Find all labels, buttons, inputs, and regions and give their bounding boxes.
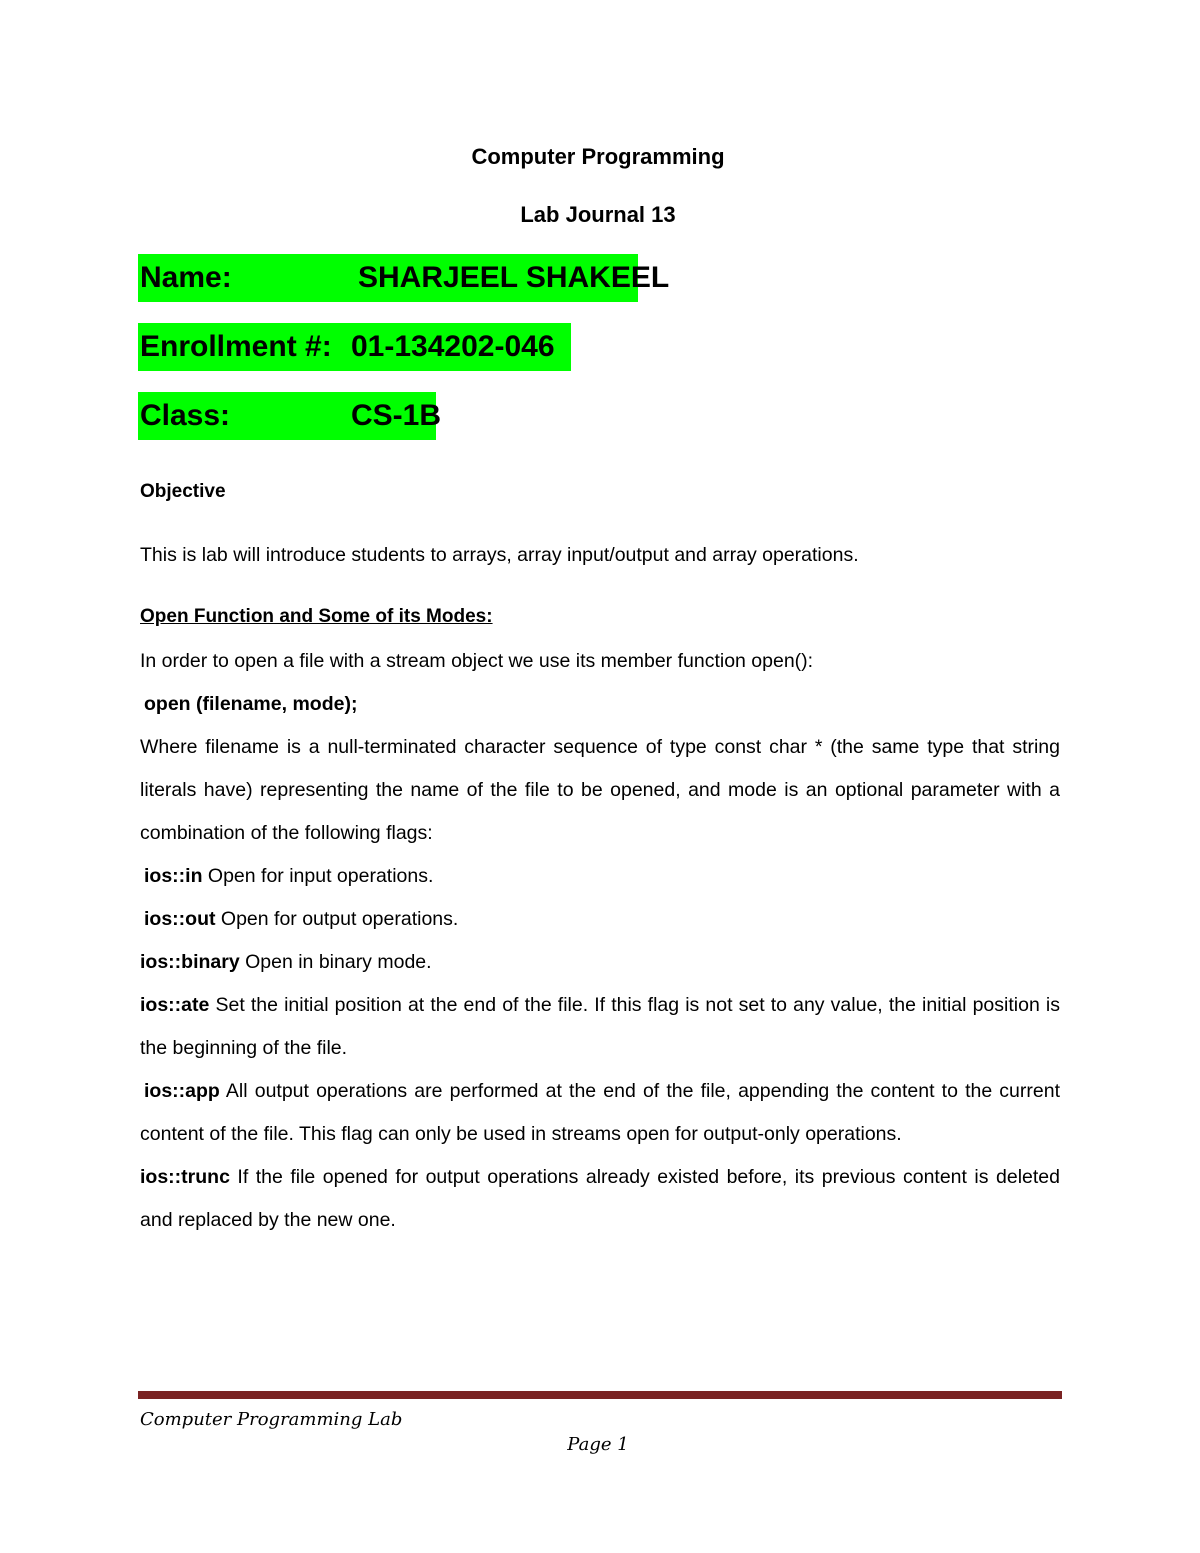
flag-item <box>140 984 1060 1070</box>
enrollment-label: Enrollment #: <box>140 330 332 363</box>
footer-rule <box>138 1391 1062 1399</box>
flag-name: ios::in <box>144 865 203 887</box>
enrollment-row <box>138 323 571 371</box>
flag-desc: Open for output operations. <box>220 908 459 930</box>
flag-desc: All output operations are performed at the end of the file, appending the content to the current content of the file. This flag can only be used in streams open for output-only operations. <box>140 1080 1061 1145</box>
footer-text: Computer Programming Lab <box>140 1409 403 1430</box>
class-row <box>138 392 442 440</box>
flag-name: ios::trunc <box>140 1166 230 1188</box>
name-value: SHARJEEL SHAKEEL <box>358 261 670 294</box>
class-label: Class: <box>140 399 231 432</box>
flag-name: ios::ate <box>140 994 210 1016</box>
page-number: Page 1 <box>567 1434 629 1455</box>
section-content <box>140 640 1060 1242</box>
section-intro: In order to open a file with a stream object we use its member function open(): <box>140 650 814 672</box>
section-heading: Open Function and Some of its Modes: <box>140 606 493 627</box>
flag-desc: Open for input operations. <box>207 865 434 887</box>
objective-text: This is lab will introduce students to arrays, array input/output and array operations. <box>140 544 859 566</box>
flag-name: ios::app <box>144 1080 220 1102</box>
flag-desc: Set the initial position at the end of the file. If this flag is not set to any value, the initial position is the beginning of the file. <box>140 994 1060 1059</box>
enrollment-value: 01-134202-046 <box>351 330 555 363</box>
flag-desc: Open in binary mode. <box>245 951 432 973</box>
flag-item <box>140 1070 1060 1156</box>
objective-heading: Objective <box>140 481 226 502</box>
flag-name: ios::out <box>144 908 216 930</box>
document-title: Computer Programming <box>471 144 725 169</box>
flag-item <box>140 1156 1060 1242</box>
document-subtitle: Lab Journal 13 <box>520 202 676 227</box>
class-value: CS-1B <box>351 399 442 432</box>
name-row <box>138 254 670 302</box>
flag-item <box>140 941 1060 984</box>
name-label: Name: <box>140 261 232 294</box>
flag-item <box>140 855 1060 898</box>
flag-desc: If the file opened for output operations already existed before, its previous content is deleted and replaced by the new one. <box>140 1166 1060 1231</box>
section-description: Where filename is a null-terminated character sequence of type const char * (the same type that string literals have) representing the name of the file to be opened, and mode is an optional parameter with a combination of the following flags: <box>140 736 1060 844</box>
flag-item <box>140 898 1060 941</box>
syntax-line: open (filename, mode); <box>144 693 358 715</box>
flag-name: ios::binary <box>140 951 240 973</box>
